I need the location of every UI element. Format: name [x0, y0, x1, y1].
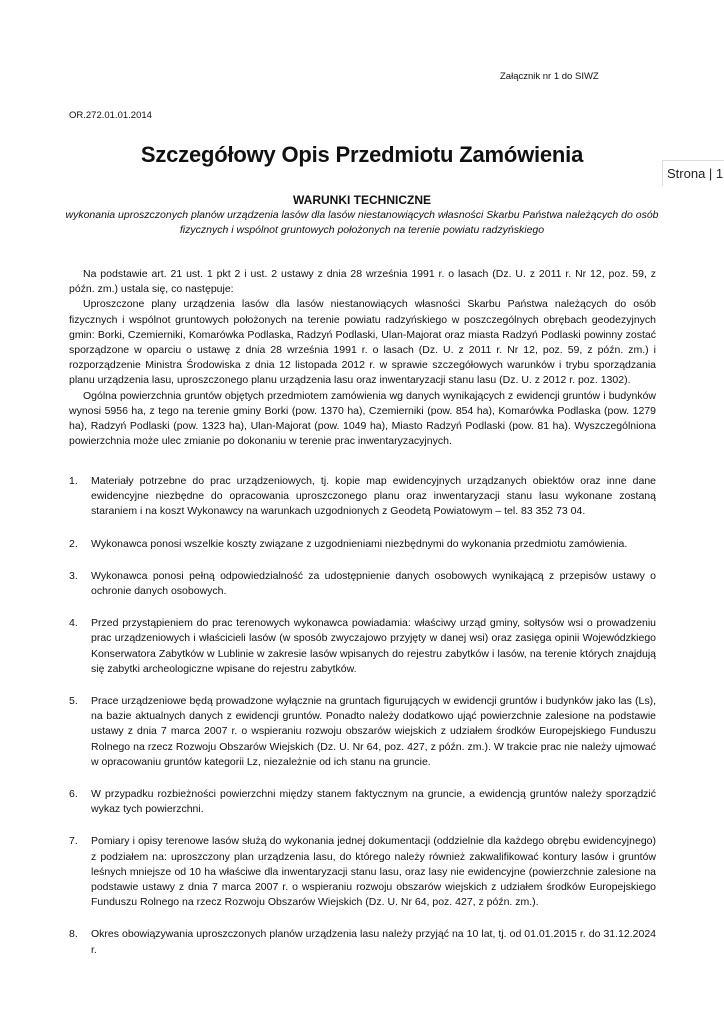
section-heading: WARUNKI TECHNICZNE: [293, 193, 431, 207]
list-item: [69, 537, 656, 552]
reference-number: OR.272.01.01.2014: [69, 110, 152, 121]
item-number: 6.: [69, 788, 78, 801]
page-number: Strona | 1: [662, 160, 724, 186]
item-number: 2.: [69, 537, 78, 550]
list-item: [69, 474, 656, 520]
list-item: [69, 569, 656, 599]
list-item: [69, 616, 656, 677]
item-number: 7.: [69, 835, 78, 848]
list-item: [69, 694, 656, 770]
item-text: Wykonawca ponosi pełną odpowiedzialność za udostępnienie danych osobowych wynikającą z przepisów ustawy o ochronie danych osobowych.: [91, 569, 656, 598]
item-number: 3.: [69, 569, 78, 582]
intro-text: [69, 267, 656, 449]
item-number: 8.: [69, 928, 78, 941]
intro-paragraph: Uproszczone plany urządzenia lasów dla lasów niestanowiących własności Skarbu Państwa należących do osób fizycznych i wspólnot gruntowych położonych na terenie powiatu radzyńskiego w poszczególnych obrębach geodezyjnych gmin: Borki, Czemierniki, Komarówka Podlaska, Radzyń Podlaski, Ulan-Majorat oraz miasta Radzyń Podlaski powinny zostać sporządzone w oparciu o ustawę z dnia 28 września 1991 r. o lasach (Dz. U. z 2011 r. Nr 12, poz. 59, z późn. zm.) i rozporządzenie Ministra Środowiska z dnia 12 listopada 2012 r. w sprawie szczegółowych warunków i trybu sporządzania planu urządzenia lasu, uproszczonego planu urządzenia lasu oraz inwentaryzacji stanu lasu (Dz. U. z 2012 r. poz. 1302).: [69, 298, 656, 387]
item-text: Prace urządzeniowe będą prowadzone wyłącznie na gruntach figurujących w ewidencji gruntów i budynków jako las (Ls), na bazie aktualnych danych z ewidencji gruntów. Ponadto należy dodatkowo ująć powierzchnie zalesione na podstawie ustawy z dnia 7 marca 2007 r. o wspieraniu rozwoju obszarów wiejskich z udziałem środków Europejskiego Funduszu Rolnego na rzecz Rozwoju Obszarów Wiejskich (Dz. U. Nr 64, poz. 427, z późn. zm.). W trakcie prac nie należy ujmować w opracowaniu gruntów kategorii Lz, niezależnie od ich stanu na gruncie.: [91, 695, 656, 768]
item-text: Pomiary i opisy terenowe lasów służą do wykonania jednej dokumentacji (oddzielnie dla każdego obrębu ewidencyjnego) z podziałem na: uproszczony plan urządzenia lasu, do którego należy również zakwalifikować kontury lasów i gruntów leśnych mniejsze od 10 ha właściwe dla inwentaryzacji stanu lasu, oraz lasy nie ewidencyjne (powierzchnie zalesione na podstawie ustawy z dnia 7 marca 2007 r. o wspieraniu rozwoju obszarów wiejskich z udziałem środków Europejskiego Funduszu Rolnego na rzecz Rozwoju Obszarów Wiejskich (Dz. U. Nr 64, poz. 427, z późn. zm.).: [91, 835, 656, 909]
list-item: [69, 927, 656, 957]
item-text: Wykonawca ponosi wszelkie koszty związane z uzgodnieniami niezbędnymi do wykonania przedmiotu zamówienia.: [91, 537, 628, 550]
item-text: W przypadku rozbieżności powierzchni między stanem faktycznym na gruncie, a ewidencją gruntów należy sporządzić wykaz tych powierzchni.: [91, 788, 656, 816]
intro-paragraph: Ogólna powierzchnia gruntów objętych przedmiotem zamówienia wg danych wynikających z ewidencji gruntów i budynków wynosi 5956 ha, z tego na terenie gminy Borki (pow. 1370 ha), Czemierniki (pow. 854 ha), Komarówka Podlaska (pow. 1279 ha), Radzyń Podlaski (pow. 1323 ha), Ulan-Majorat (pow. 1049 ha), Miasto Radzyń Podlaski (pow. 81 ha). Wyszczególniona powierzchnia może ulec zmianie po dokonaniu w terenie prac inwentaryzacyjnych.: [69, 389, 656, 448]
item-text: Przed przystąpieniem do prac terenowych wykonawca powiadamia: właściwy urząd gminy, sołtysów wsi o prowadzeniu prac urządzeniowych i właścicieli lasów (w sposób zwyczajowo przyjęty w danej wsi) oraz zasięga opinii Wojewódzkiego Konserwatora Zabytków w Lublinie w zakresie lasów wpisanych do rejestru zabytków i lasów, na terenie których znajdują się zabytki archeologiczne wpisane do rejestru zabytków.: [91, 617, 656, 675]
intro-paragraph: Na podstawie art. 21 ust. 1 pkt 2 i ust. 2 ustawy z dnia 28 września 1991 r. o lasach (Dz. U. z 2011 r. Nr 12, poz. 59, z późn. zm.) ustala się, co następuje:: [69, 268, 656, 296]
section-description: wykonania uproszczonych planów urządzenia lasów dla lasów niestanowiących własności Skarbu Państwa należących do osób fizycznych i wspólnot gruntowych położonych na terenie powiatu radzyńskiego: [65, 209, 659, 236]
list-item: [69, 787, 656, 817]
item-number: 4.: [69, 617, 78, 630]
attachment-label: Załącznik nr 1 do SIWZ: [500, 71, 599, 82]
item-text: Okres obowiązywania uproszczonych planów urządzenia lasu należy przyjąć na 10 lat, tj. od 01.01.2015 r. do 31.12.2024 r.: [91, 928, 656, 956]
document-title: Szczegółowy Opis Przedmiotu Zamówienia: [140, 142, 584, 167]
requirements-list: [69, 474, 656, 958]
item-number: 1.: [69, 475, 78, 487]
list-item: [69, 834, 656, 910]
item-number: 5.: [69, 695, 78, 708]
item-text: Materiały potrzebne do prac urządzeniowych, tj. kopie map ewidencyjnych urządzanych obiektów oraz inne dane ewidencyjne niezbędne do opracowania uproszczonego planu oraz inwentaryzacji stanu lasu wykonane zostaną staraniem i na koszt Wykonawcy na warunkach uzgodnionych z Geodetą Powiatowym – tel. 83 352 73 04.: [91, 475, 656, 518]
